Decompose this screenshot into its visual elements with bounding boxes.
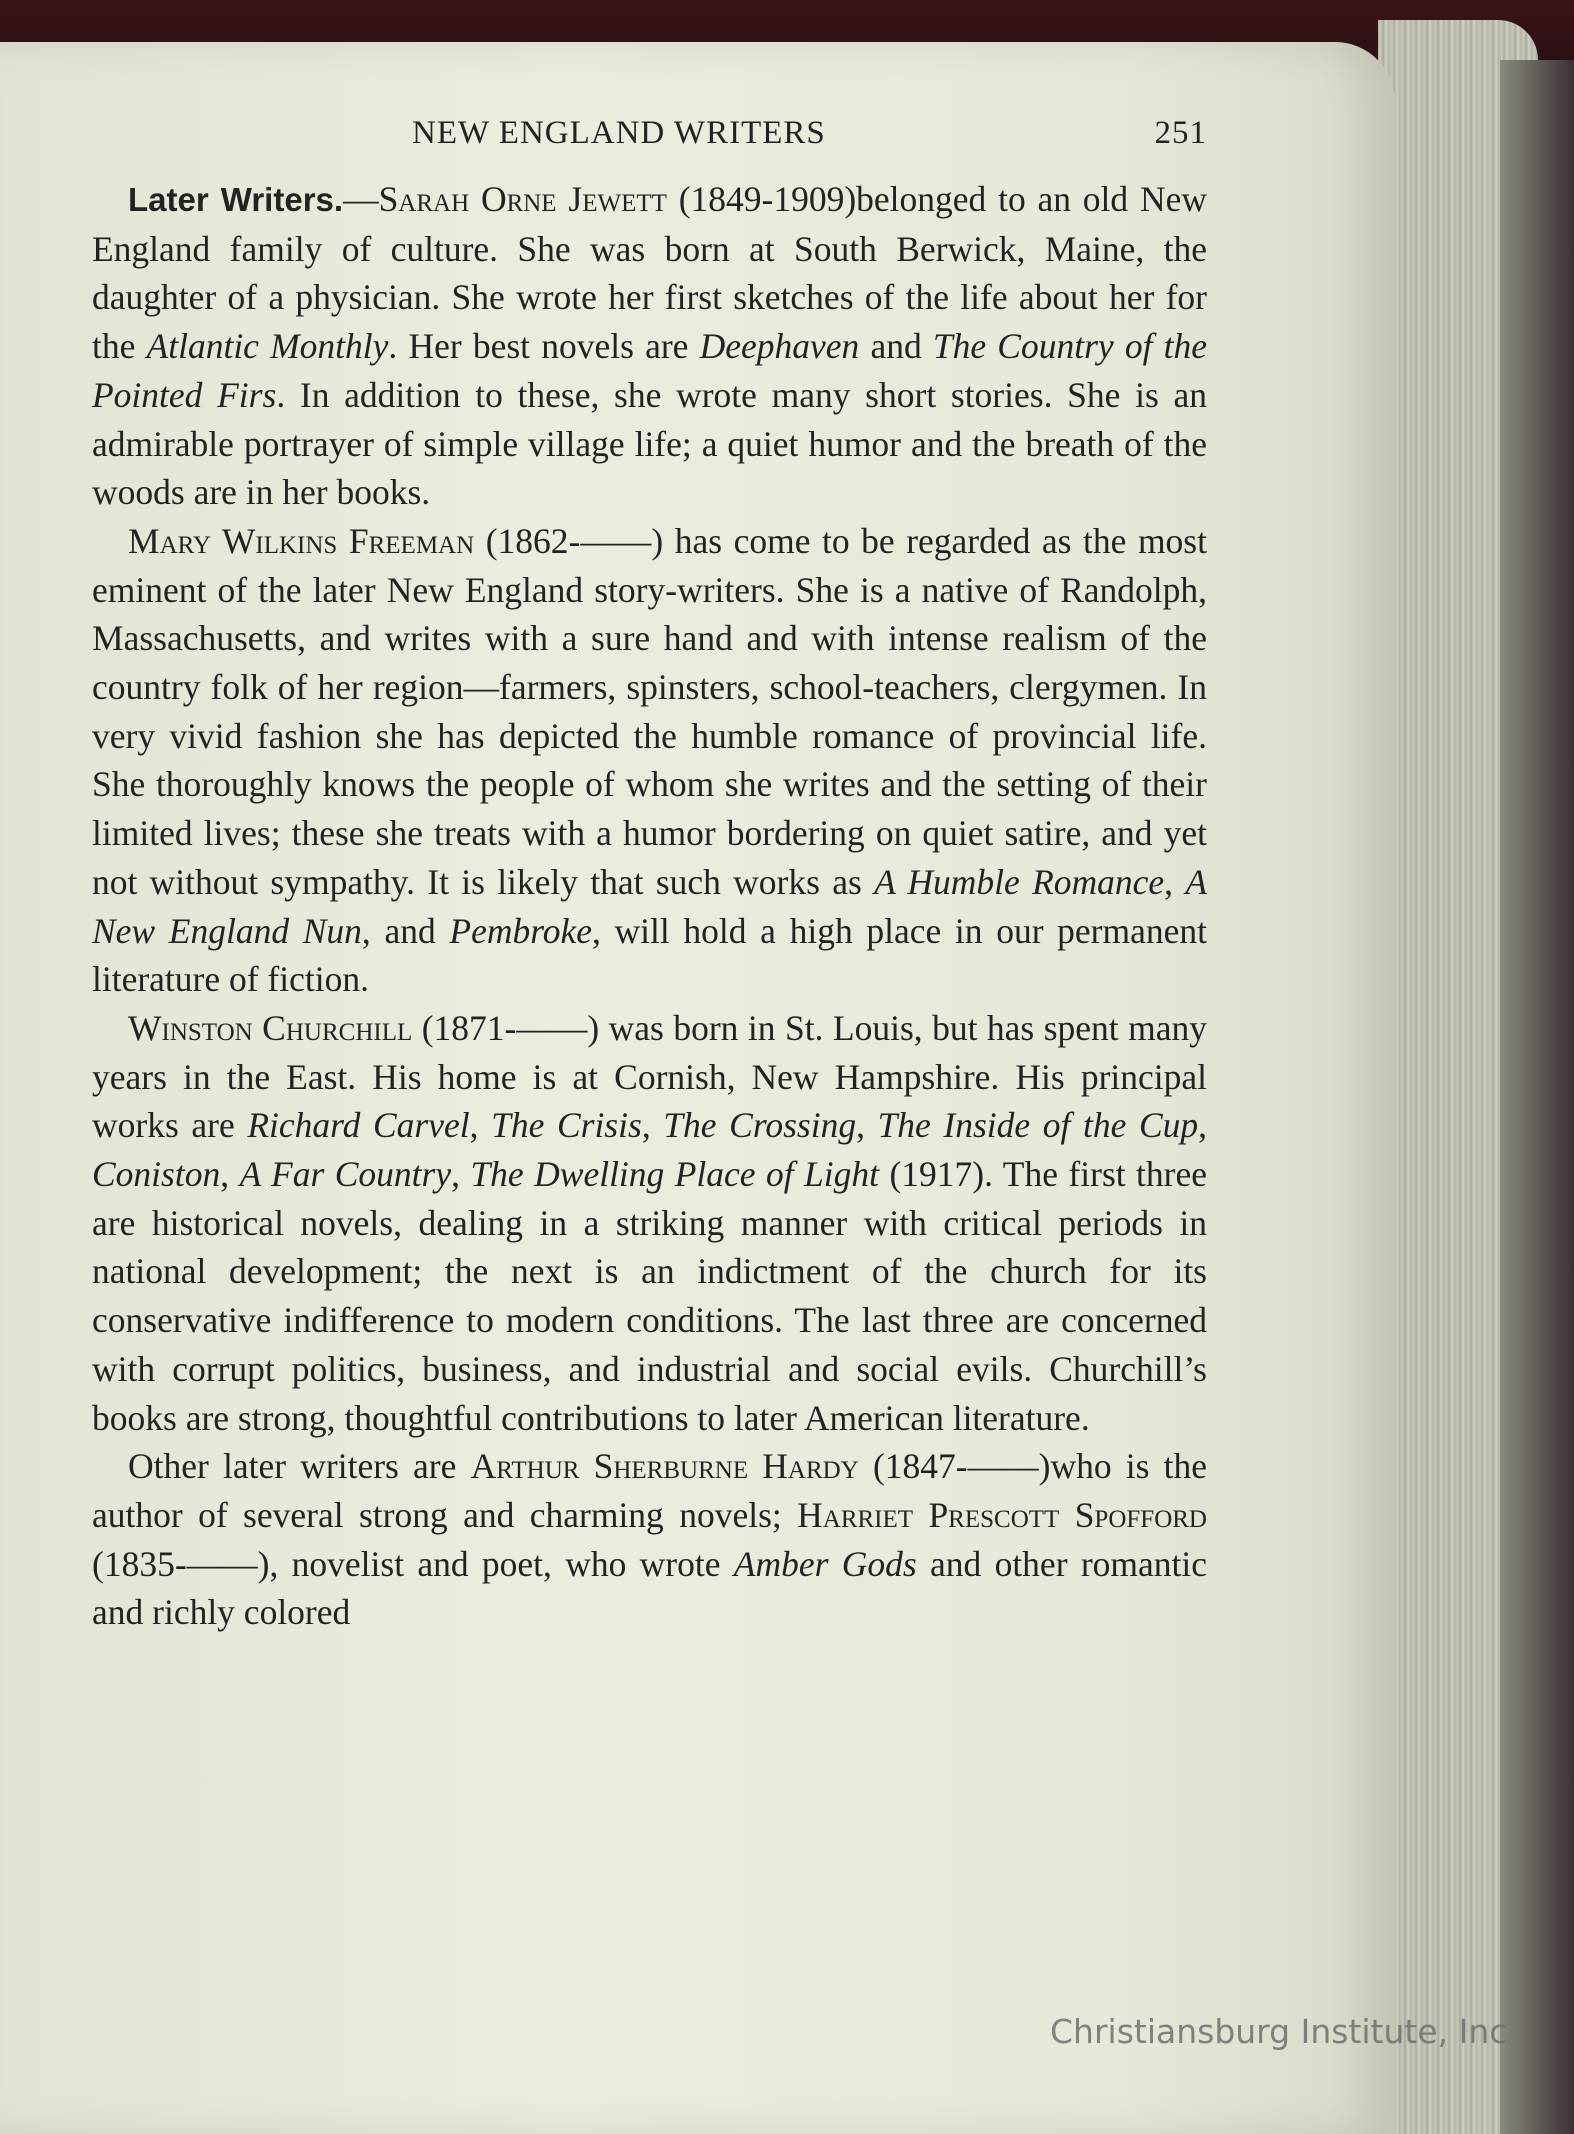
section-heading: Later Writers. <box>128 181 344 218</box>
page-number: 251 <box>1154 115 1207 151</box>
author-name: Mary Wilkins Freeman <box>128 520 475 561</box>
book-title: The Crossing <box>663 1105 857 1146</box>
book-title: The Country of the Pointed Firs <box>92 326 1207 415</box>
paragraph-freeman: Mary Wilkins Freeman (1862-——) has come to be regarded as the most eminent of the later New England story-writers. She is a native of Randolph, Massachusetts, and writes with a sure hand and with intense realism of the country folk of her region—farmers, spinsters, school-teachers, clergymen. In very vivid fashion she has depicted the humble romance of provincial life. She thoroughly knows the people of whom she writes and the setting of their limited lives; these she treats with a humor bordering on quiet satire, and yet not without sympathy. It is likely that such works as A Humble Romance, A New England Nun, and Pembroke, will hold a high place in our permanent literature of fiction. <box>92 520 1207 1000</box>
book-spine-shadow <box>1500 60 1574 2134</box>
book-title: Pembroke <box>449 910 592 951</box>
paragraph-jewett: Later Writers.—Sarah Orne Jewett (1849-1909)belonged to an old New England family of culture. She was born at South Berwick, Maine, the daughter of a physician. She wrote her first sketches of the life about her for the Atlantic Monthly. Her best novels are Deephaven and The Country of the Pointed Firs. In addition to these, she wrote many short stories. She is an admirable portrayer of simple village life; a quiet humor and the breath of the woods are in her books. <box>92 179 1207 513</box>
running-head <box>92 115 1207 175</box>
book-title: Coniston <box>92 1154 221 1195</box>
book-title: Atlantic Monthly <box>146 326 389 367</box>
book-title: Amber Gods <box>733 1543 917 1584</box>
author-name: Harriet Prescott Spofford <box>797 1494 1207 1535</box>
book-title: The Crisis <box>491 1105 642 1146</box>
paragraph-other-writers: Other later writers are Arthur Sherburne Hardy (1847-——)who is the author of several strong and charming novels; Harriet Prescott Spofford (1835-——), novelist and poet, who wrote Amber Gods and other romantic and richly colored <box>92 1446 1208 1633</box>
watermark: Christiansburg Institute, Inc <box>1050 2012 1508 2051</box>
book-title: The Dwelling Place of Light <box>470 1154 880 1195</box>
running-title: NEW ENGLAND WRITERS <box>412 115 826 151</box>
book-title: A Far Country <box>239 1154 452 1195</box>
author-name: Arthur Sherburne Hardy <box>470 1446 859 1487</box>
book-title: The Inside of the Cup <box>877 1105 1199 1146</box>
page-content <box>92 115 1207 1637</box>
book-title: Deephaven <box>699 326 860 367</box>
book-title: A Humble Romance <box>874 861 1165 902</box>
book-title: A New England Nun <box>92 861 1207 951</box>
paragraph-churchill: Winston Churchill (1871-——) was born in St. Louis, but has spent many years in the East. His home is at Cornish, New Hampshire. His principal works are Richard Carvel, The Crisis, The Crossing, The Inside of the Cup, Coniston, A Far Country, The Dwelling Place of Light (1917). The first three are historical novels, dealing in a striking manner with critical periods in national development; the next is an indictment of the church for its conservative indifference to modern conditions. The last three are concerned with corrupt politics, business, and industrial and social evils. Churchill’s books are strong, thoughtful contributions to later American literature. <box>92 1007 1208 1438</box>
book-title: Richard Carvel <box>247 1105 470 1146</box>
author-name: Sarah Orne Jewett <box>378 179 667 219</box>
author-name: Winston Churchill <box>128 1007 413 1048</box>
